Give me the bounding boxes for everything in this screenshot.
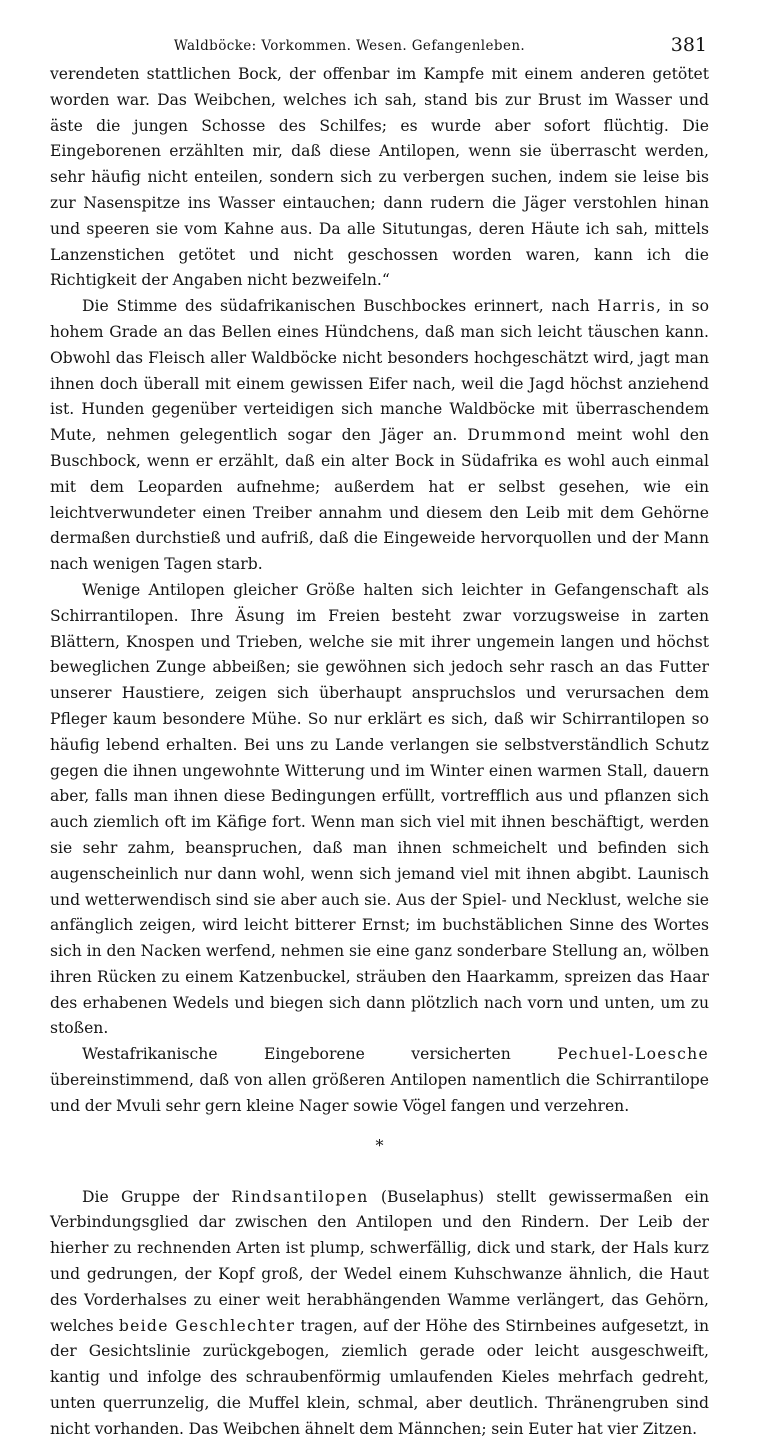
text-run: (Buselaphus) stellt gewissermaßen ein Verbindungsglied dar zwischen den Antilopen und den Rindern. Der Leib der hierher zu rechnenden Arten ist plump, schwerfällig, dick und stark, der Hals kurz und gedrungen, der Kopf groß, der Wedel einem Kuhschwanze ähnlich, die Haut des Vorderhalses zu einer weit herabhängenden Wamme verlängert, das Gehörn, welches bbox=[50, 1187, 710, 1335]
emphasized-name: beide Geschlechter bbox=[118, 1316, 296, 1335]
text-run: übereinstimmend, daß von allen größeren Antilopen namentlich die Schirrantilope und der Mvuli sehr gern kleine Nager sowie Vögel fangen und verzehren. bbox=[50, 1071, 709, 1115]
section-separator: * bbox=[375, 1135, 384, 1155]
page-number: 381 bbox=[670, 34, 707, 56]
emphasized-name: Harris bbox=[597, 297, 657, 316]
text-section-after-separator bbox=[50, 1185, 709, 1443]
emphasized-name: Drummond bbox=[467, 426, 567, 445]
text-run: Westafrikanische Eingeborene versicherten bbox=[82, 1045, 558, 1064]
emphasized-name: Pechuel-Loesche bbox=[557, 1045, 709, 1064]
page-body bbox=[50, 62, 709, 1443]
text-run: tragen, auf der Höhe des Stirnbeines aufgesetzt, in der Gesichtslinie zurückgebogen, ziemlich gerade oder leicht ausgeschweift, kantig und infolge des schraubenförmig umlaufenden Kieles mehrfach gedreht, unten querrunzelig, die Muffel klein, schmal, aber deutlich. Thränengruben sind nicht vorhanden. Das Weibchen ähnelt dem Männchen; sein Euter hat vier Zitzen. bbox=[50, 1316, 709, 1438]
text-run: Wenige Antilopen gleicher Größe halten sich leichter in Gefangenschaft als Schirrantilopen. Ihre Äsung im Freien besteht zwar vorzugsweise in zarten Blättern, Knospen und Trieben, welche sie mit ihrer ungemein langen und höchst beweglichen Zunge abbeißen; sie gewöhnen sich jedoch sehr rasch an das Futter unserer Haustiere, zeigen sich überhaupt anspruchslos und verursachen dem Pfleger kaum besondere Mühe. So nur erklärt es sich, daß wir Schirrantilopen so häufig lebend erhalten. Bei uns zu Lande verlangen sie selbstverständlich Schutz gegen die ihnen ungewohnte Witterung und im Winter einen warmen Stall, dauern aber, falls man ihnen diese Bedingungen erfüllt, vortrefflich aus und pflanzen sich auch ziemlich oft im Käfige fort. Wenn man sich viel mit ihnen beschäftigt, werden sie sehr zahm, beanspruchen, daß man ihnen schmeichelt und befinden sich augenscheinlich nur dann wohl, wenn sich jemand viel mit ihnen abgibt. Launisch und wetterwendisch sind sie aber auch sie. Aus der Spiel- und Necklust, welche sie anfänglich zeigen, wird leicht bitterer Ernst; im buchstäblichen Sinne des Wortes sich in den Nacken werfend, nehmen sie eine ganz sonderbare Stellung an, wölben ihren Rücken zu einem Katzenbuckel, sträuben den Haarkamm, spreizen das Haar des erhabenen Wedels und biegen sich dann plötzlich nach vorn und unten, um zu stoßen. bbox=[50, 580, 709, 1038]
page-header bbox=[50, 0, 709, 56]
paragraph bbox=[50, 62, 709, 294]
paragraph bbox=[50, 1042, 709, 1119]
text-run: Die Stimme des südafrikanischen Buschbockes erinnert, nach bbox=[82, 297, 598, 316]
paragraph bbox=[50, 1185, 709, 1443]
paragraph bbox=[50, 578, 709, 1042]
text-run: meint wohl den Buschbock, wenn er erzählt, daß ein alter Bock in Südafrika es wohl auch einmal mit dem Leoparden aufnehme; außerdem hat er selbst gesehen, wie ein leichtverwundeter einen Treiber annahm und diesem den Leib mit dem Gehörne dermaßen durchstieß und aufriß, daß die Eingeweide hervorquollen und der Mann nach wenigen Tagen starb. bbox=[50, 426, 709, 574]
text-run: Die Gruppe der bbox=[82, 1187, 232, 1206]
text-run: verendeten stattlichen Bock, der offenbar im Kampfe mit einem anderen getötet worden war. Das Weibchen, welches ich sah, stand bis zur Brust im Wasser und äste die jungen Schosse des Schilfes; es wurde aber sofort flüchtig. Die Eingeborenen erzählten mir, daß diese Antilopen, wenn sie überrascht werden, sehr häufig nicht enteilen, sondern sich zu verbergen suchen, indem sie leise bis zur Nasenspitze ins Wasser eintauchen; dann rudern die Jäger verstohlen hinan und speeren sie vom Kahne aus. Da alle Situtungas, deren Häute ich sah, mittels Lanzenstichen getötet und nicht geschossen worden waren, kann ich die Richtigkeit der Angaben nicht bezweifeln.“ bbox=[50, 65, 709, 290]
paragraph bbox=[50, 294, 709, 578]
text-section-before-separator bbox=[50, 62, 709, 1120]
text-run: , in so hohem Grade an das Bellen eines Hündchens, daß man sich leicht täuschen kann. Obwohl das Fleisch aller Waldböcke nicht besonders hochgeschätzt wird, jagt man ihnen doch überall mit einem gewissen Eifer nach, weil die Jagd höchst anziehend ist. Hunden gegenüber verteidigen sich manche Waldböcke mit überraschendem Mute, nehmen gelegentlich sogar den Jäger an. bbox=[50, 297, 709, 445]
emphasized-name: Rindsantilopen bbox=[231, 1187, 369, 1206]
running-head: Waldböcke: Vorkommen. Wesen. Gefangenleben. bbox=[173, 38, 526, 54]
